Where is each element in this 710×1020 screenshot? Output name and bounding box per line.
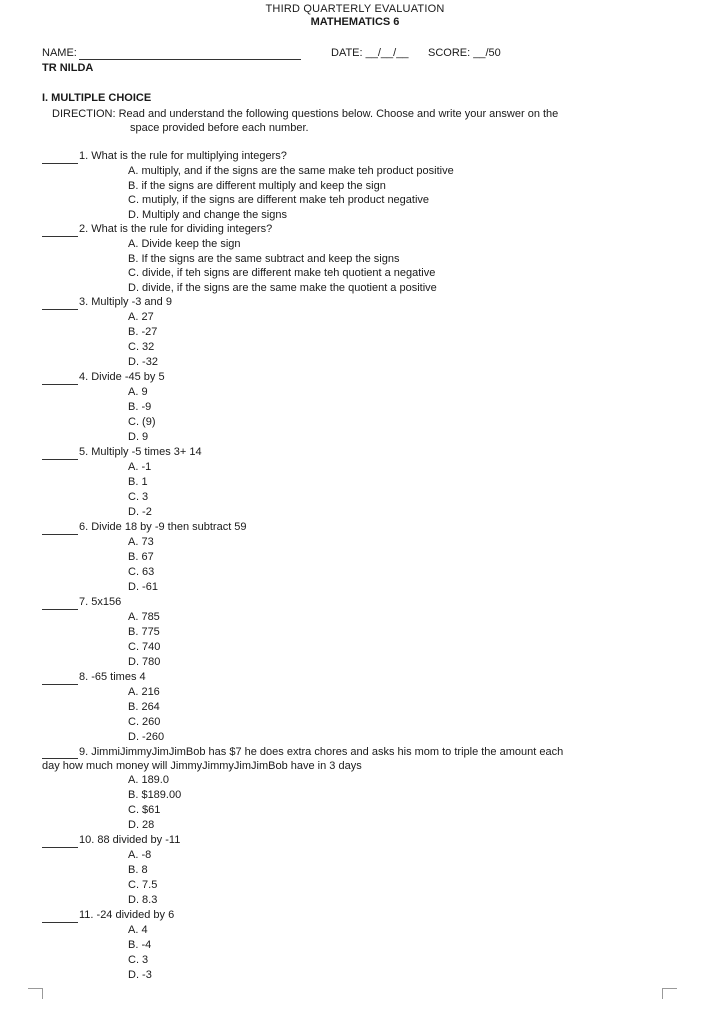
question-3 (42, 295, 682, 370)
question-5 (42, 445, 682, 520)
question-text: 9. JimmiJimmyJimJimBob has $7 he does extra chores and asks his mom to triple the amount each (79, 746, 564, 758)
option: B. 264 (128, 701, 160, 713)
option: C. 3 (128, 491, 149, 503)
option: C. 63 (128, 566, 155, 578)
option: D. 28 (128, 819, 155, 831)
answer-blank[interactable] (42, 449, 78, 460)
answer-blank[interactable] (42, 748, 78, 759)
option: D. -260 (128, 731, 165, 743)
page-corner-mark-left (28, 988, 43, 999)
option: A. 27 (128, 311, 154, 323)
option: B. $189.00 (128, 789, 182, 801)
directions (52, 107, 652, 135)
answer-blank[interactable] (42, 674, 78, 685)
option: A. 9 (128, 386, 148, 398)
direction-line-1: DIRECTION: Read and understand the following questions below. Choose and write your answer on the (52, 108, 559, 120)
option: C. 32 (128, 341, 155, 353)
option: C. 3 (128, 954, 149, 966)
option: C. 740 (128, 641, 161, 653)
direction-line-2: space provided before each number. (130, 122, 309, 134)
question-list (42, 149, 682, 983)
question-text: 6. Divide 18 by -9 then subtract 59 (79, 521, 247, 533)
option: D. -61 (128, 581, 158, 593)
evaluation-title: THIRD QUARTERLY EVALUATION (265, 3, 445, 15)
option: D. -3 (128, 969, 152, 981)
option: B. -4 (128, 939, 152, 951)
option: C. 260 (128, 716, 161, 728)
student-info-row (42, 47, 682, 61)
question-text: 4. Divide -45 by 5 (79, 371, 165, 383)
teacher-name: TR NILDA (42, 62, 94, 74)
question-1 (42, 149, 682, 222)
option: A. -8 (128, 849, 152, 861)
option: D. 8.3 (128, 894, 158, 906)
option: B. -27 (128, 326, 158, 338)
option: B. If the signs are the same subtract and keep the signs (128, 252, 400, 265)
option: A. -1 (128, 461, 152, 473)
question-2 (42, 222, 682, 295)
answer-blank[interactable] (42, 299, 78, 310)
question-11 (42, 908, 682, 983)
question-text: 1. What is the rule for multiplying integers? (79, 150, 287, 162)
page-corner-mark-right (662, 988, 677, 999)
option: C. mutiply, if the signs are different make teh product negative (128, 194, 430, 206)
question-9 (42, 745, 682, 833)
option: B. 775 (128, 626, 160, 638)
section-title: I. MULTIPLE CHOICE (42, 92, 152, 104)
question-text: 11. -24 divided by 6 (79, 909, 175, 921)
answer-blank[interactable] (42, 226, 78, 237)
option: A. 216 (128, 686, 160, 698)
question-10 (42, 833, 682, 908)
question-text: 3. Multiply -3 and 9 (79, 296, 172, 308)
score-label: SCORE: __/50 (428, 47, 501, 59)
option: B. if the signs are different multiply and keep the sign (128, 179, 386, 192)
option: D. divide, if the signs are the same make the quotient a positive (128, 281, 437, 294)
option: C. $61 (128, 804, 161, 816)
option: D. 9 (128, 431, 149, 443)
option: B. 67 (128, 551, 154, 563)
option: A. 73 (128, 536, 154, 548)
option: D. -32 (128, 356, 158, 368)
question-6 (42, 520, 682, 595)
answer-blank[interactable] (42, 599, 78, 610)
option: C. 7.5 (128, 879, 158, 891)
option: A. Divide keep the sign (128, 238, 241, 250)
question-text: 2. What is the rule for dividing integers? (79, 223, 273, 235)
option: A. multiply, and if the signs are the same make teh product positive (128, 165, 454, 177)
question-text: 10. 88 divided by -11 (79, 834, 181, 846)
name-label: NAME: (42, 47, 77, 59)
answer-blank[interactable] (42, 153, 78, 164)
option: A. 4 (128, 924, 148, 936)
question-text: 8. -65 times 4 (79, 671, 146, 683)
subject-title: MATHEMATICS 6 (310, 16, 400, 28)
question-text: 7. 5x156 (79, 596, 122, 608)
option: A. 785 (128, 611, 160, 623)
question-7 (42, 595, 682, 670)
question-8 (42, 670, 682, 745)
name-blank[interactable] (79, 49, 301, 60)
question-text-continued: day how much money will JimmyJimmyJimJimBob have in 3 days (42, 760, 362, 772)
answer-blank[interactable] (42, 524, 78, 535)
answer-blank[interactable] (42, 837, 78, 848)
option: C. divide, if teh signs are different make teh quotient a negative (128, 267, 436, 279)
answer-blank[interactable] (42, 912, 78, 923)
option: A. 189.0 (128, 774, 169, 786)
option: C. (9) (128, 416, 156, 428)
option: D. -2 (128, 506, 152, 518)
option: B. 1 (128, 476, 148, 488)
question-4 (42, 370, 682, 445)
option: D. 780 (128, 656, 161, 668)
question-text: 5. Multiply -5 times 3+ 14 (79, 446, 202, 458)
option: B. -9 (128, 401, 152, 413)
date-label: DATE: __/__/__ (331, 47, 409, 59)
option: D. Multiply and change the signs (128, 208, 287, 221)
answer-blank[interactable] (42, 374, 78, 385)
option: B. 8 (128, 864, 148, 876)
